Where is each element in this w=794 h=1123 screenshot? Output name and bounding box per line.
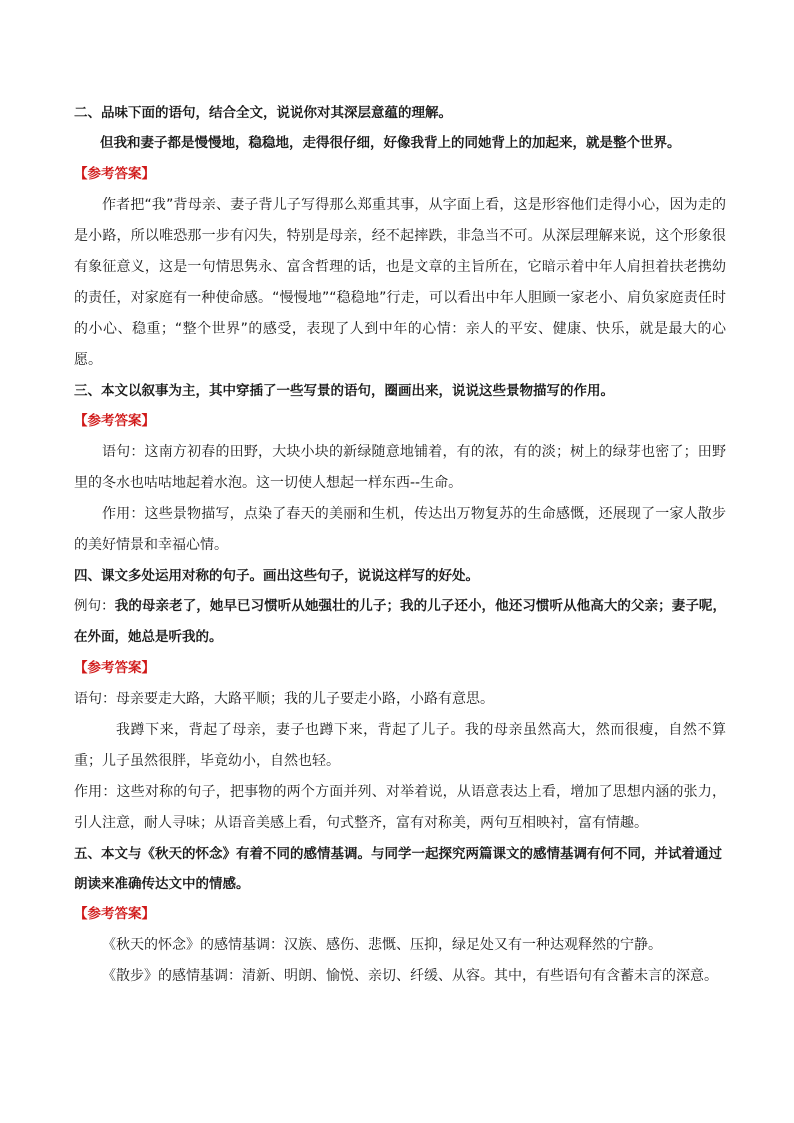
example-text: 我的母亲老了，她早已习惯听从她强壮的儿子；我的儿子还小，他还习惯听从他高大的父亲；妻子呢，在外面，她总是听我的。: [74, 598, 727, 645]
question-5-line-2: 《散步》的感情基调：清新、明朗、愉悦、亲切、纤缓、从容。其中，有些语句有含蓄未言的深意。: [102, 968, 718, 984]
question-5-answer-tag: 【参考答案】: [74, 906, 155, 922]
question-4-effect: 作用：这些对称的句子，把事物的两个方面并列、对举着说，从语意表达上看，增加了思想内涵的张力，引人注意，耐人寻味；从语音美感上看，句式整齐，富有对称美，两句互相映衬，富有情趣。: [74, 784, 726, 831]
question-3-sentence: 语句：这南方初春的田野，大块小块的新绿随意地铺着，有的浓，有的淡；树上的绿芽也密了；田野里的冬水也咕咕地起着水泡。这一切使人想起一样东西--生命。: [74, 444, 726, 491]
question-4-answer-tag: 【参考答案】: [74, 660, 155, 676]
question-3-title: 三、本文以叙事为主，其中穿插了一些写景的语句，圈画出来，说说这些景物描写的作用。: [74, 383, 614, 399]
example-label: 例句：: [74, 598, 115, 614]
question-4-sentence: 语句：母亲要走大路，大路平顺；我的儿子要走小路，小路有意思。: [74, 691, 494, 707]
question-4-example: [74, 591, 726, 653]
question-2-answer-tag: 【参考答案】: [74, 166, 155, 182]
question-5-title: 五、本文与《秋天的怀念》有着不同的感情基调。与同学一起探究两篇课文的感情基调有何不同，并试着通过朗读来准确传达文中的情感。: [74, 846, 722, 892]
question-5-line-1: 《秋天的怀念》的感情基调：汉族、感伤、悲慨、压抑，绿足处又有一种达观释然的宁静。: [102, 937, 662, 953]
question-2-quote: 但我和妻子都是慢慢地，稳稳地，走得很仔细，好像我背上的同她背上的加起来，就是整个世界。: [100, 135, 681, 151]
question-2-answer: 作者把“我”背母亲、妻子背儿子写得那么郑重其事，从字面上看，这是形容他们走得小心，因为走的是小路，所以唯恐那一步有闪失，特别是母亲，经不起摔跌，非急当不可。从深层理解来说，这个形象很有象征意义，这是一句情思隽永、富含哲理的话，也是文章的主旨所在，它暗示着中年人肩担着扶老携幼的责任，对家庭有一种使命感。“慢慢地”“稳稳地”行走，可以看出中年人胆顾一家老小、肩负家庭责任时的小心、稳重；“整个世界”的感受，表现了人到中年的心情：亲人的平安、健康、快乐，就是最大的心愿。: [74, 197, 726, 368]
question-3-answer-tag: 【参考答案】: [74, 413, 155, 429]
question-2-title: 二、品味下面的语句，结合全文，说说你对其深层意蕴的理解。: [74, 105, 452, 121]
question-4-sentence-2: 我蹲下来，背起了母亲，妻子也蹲下来，背起了儿子。我的母亲虽然高大，然而很瘦，自然不算重；儿子虽然很胖，毕竟幼小，自然也轻。: [74, 722, 726, 769]
document-content: [74, 98, 726, 992]
question-4-title: 四、课文多处运用对称的句子。画出这些句子，说说这样写的好处。: [74, 568, 479, 584]
question-3-effect: 作用：这些景物描写，点染了春天的美丽和生机，传达出万物复苏的生命感慨，还展现了一家人散步的美好情景和幸福心情。: [74, 506, 726, 553]
